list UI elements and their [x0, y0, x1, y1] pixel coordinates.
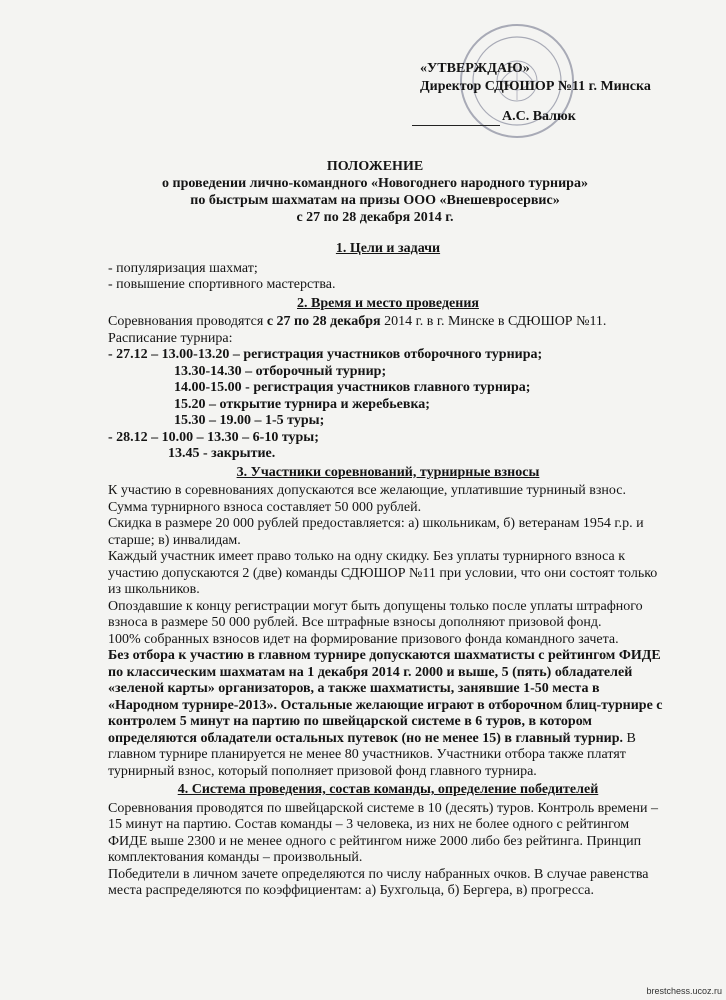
signature-line: [412, 125, 500, 126]
title-main: ПОЛОЖЕНИЕ: [326, 159, 424, 174]
schedule-list: [108, 347, 668, 463]
section-2-p1-a: Соревнования проводятся: [108, 314, 267, 329]
schedule-item: 13.30-14.30 – отборочный турнир;: [174, 363, 387, 379]
section-3-paragraph-6: [108, 648, 668, 780]
watermark-url: brestchess.ucoz.ru: [646, 986, 722, 996]
schedule-item: 15.30 – 19.00 – 1-5 туры;: [174, 413, 325, 428]
approval-block: [420, 60, 710, 126]
section-1-item-2: - повышение спортивного мастерства.: [108, 277, 336, 292]
section-2-heading: 2. Время и место проведения: [297, 295, 479, 311]
section-3-paragraph-4: Опоздавшие к концу регистрации могут быть допущены только после уплаты штрафного взноса в размере 50 000 рублей. Все штрафные взносы дополняют призовой фонд.: [108, 598, 643, 630]
section-3-paragraph-2: Скидка в размере 20 000 рублей предоставляется: а) школьникам, б) ветеранам 1954 г.р. и старше; в) инвалидам.: [108, 516, 644, 548]
section-1-heading: 1. Цели и задачи: [335, 241, 441, 256]
schedule-item: 15.20 – открытие турнира и жеребьевка;: [174, 396, 430, 412]
approval-signature-name: А.С. Валюк: [502, 109, 576, 124]
schedule-item: - 28.12 – 10.00 – 13.30 – 6-10 туры;: [108, 429, 319, 445]
section-2-p1-c: 2014 г. в г. Минске в СДЮШОР №11.: [380, 314, 607, 329]
section-3-p6-rest: В главном турнире планируется не менее 80 участников. Участники отбора также платят турнирный взнос, который пополняет призовой фонд главного турнира.: [108, 730, 636, 779]
document-body: [108, 241, 668, 900]
title-line-2: по быстрым шахматам на призы ООО «Внешеврoсервис»: [190, 193, 560, 208]
section-3-p6-bold: Без отбора к участию в главном турнире допускаются шахматисты с рейтингом ФИДЕ по классическим шахматам на 1 декабря 2014 г. 2000 и выше, 5 (пять) обладателей «зеленой карты» организаторов, а также шахматисты, занявшие 1-50 места в «Народном турнире-2013». Остальные желающие играют в отборочном блиц-турнире с контролем 5 минут на партию по швейцарской системе в 6 туров, в котором определяются обладатели остальных путевок (но не менее 15) в главный турнир.: [108, 648, 663, 746]
title-line-1: о проведении лично-командного «Новогоднего народного турнира»: [162, 176, 588, 191]
approval-heading: «УТВЕРЖДАЮ»: [420, 61, 530, 76]
section-1-item-1: - популяризация шахмат;: [108, 260, 258, 276]
document-title: [140, 158, 610, 226]
approval-position: Директор СДЮШОР №11 г. Минска: [420, 79, 651, 94]
section-3-heading: 3. Участники соревнований, турнирные взносы: [236, 464, 540, 480]
section-4-paragraph-1: Соревнования проводятся по швейцарской системе в 10 (десять) туров. Контроль времени – 15 минут на партию. Состав команды – 3 человека, из них не более одного с рейтингом ФИДЕ выше 2300 и не менее одного с рейтингом ниже 2000 либо без рейтинга. Принцип комплектования команды – произвольный.: [108, 800, 658, 865]
section-3-paragraph-5: 100% собранных взносов идет на формирование призового фонда командного зачета.: [108, 631, 619, 647]
section-4-heading: 4. Система проведения, состав команды, определение победителей: [177, 782, 599, 797]
section-3-paragraph-3: Каждый участник имеет право только на одну скидку. Без уплаты турнирного взноса к участию допускаются 2 (две) команды СДЮШОР №11 при условии, что они состоят только из школьников.: [108, 549, 658, 597]
title-line-3: с 27 по 28 декабря 2014 г.: [296, 210, 454, 225]
schedule-item: 13.45 - закрытие.: [168, 446, 276, 461]
section-3-paragraph-1: К участию в соревнованиях допускаются все желающие, уплатившие турниный взнос. Сумма турнирного взноса составляет 50 000 рублей.: [108, 483, 626, 515]
section-4-paragraph-2: Победители в личном зачете определяются по числу набранных очков. В случае равенства места распределяются по коэффициентам: а) Бухгольца, б) Бергера, в) прогресса.: [108, 866, 649, 898]
section-2-paragraph-1: [108, 314, 668, 331]
section-2-paragraph-2: Расписание турнира:: [108, 330, 233, 346]
section-2-p1-dates: с 27 по 28 декабря: [266, 314, 381, 329]
schedule-item: - 27.12 – 13.00-13.20 – регистрация участников отборочного турнира;: [108, 347, 543, 362]
schedule-item: 14.00-15.00 - регистрация участников главного турнира;: [174, 380, 531, 395]
